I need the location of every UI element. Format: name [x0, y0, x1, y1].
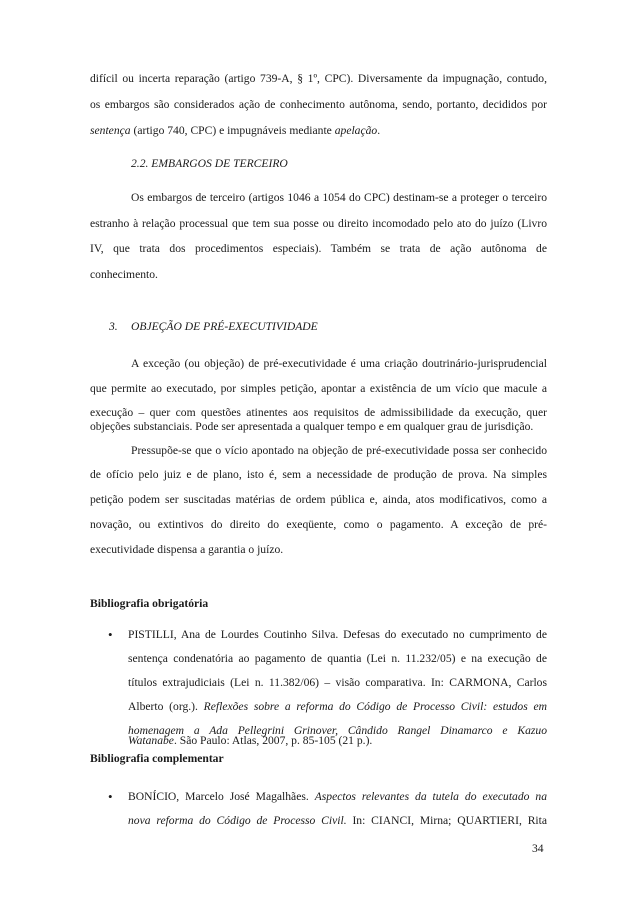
paragraph-line: executividade dispensa a garantia o juízo.	[90, 543, 284, 556]
section-heading: 2.2. EMBARGOS DE TERCEIRO	[131, 157, 288, 170]
page-number: 34	[532, 842, 544, 855]
paragraph-line: de ofício pelo juiz e de plano, isto é, sem a necessidade de produção de prova. Na simples	[90, 468, 547, 481]
bibliography-line	[128, 814, 547, 828]
italic-term: apelação	[334, 124, 378, 137]
paragraph-line: estranho à relação processual que tem sua posse ou direito incomodado pelo ato do juízo (Livro	[90, 217, 547, 230]
paragraph-line: os embargos são considerados ação de conhecimento autônoma, sendo, portanto, decididos por	[90, 98, 547, 111]
section-heading: OBJEÇÃO DE PRÉ-EXECUTIVIDADE	[131, 320, 318, 333]
paragraph-line: conhecimento.	[90, 268, 158, 281]
bibliography-heading: Bibliografia complementar	[90, 752, 224, 765]
bibliography-line: homenagem a Ada Pellegrini Grinover, Cândido Rangel Dinamarco e Kazuo	[128, 724, 547, 737]
italic-title: Watanabe	[128, 734, 174, 747]
paragraph-line: Os embargos de terceiro (artigos 1046 a 1054 do CPC) destinam-se a proteger o terceiro	[131, 191, 547, 204]
paragraph-line: objeções substanciais. Pode ser apresentada a qualquer tempo e em qualquer grau de jurisdição.	[90, 420, 534, 433]
bullet-icon: •	[108, 789, 113, 804]
italic-term: sentença	[90, 124, 131, 137]
paragraph-line: A exceção (ou objeção) de pré-executividade é uma criação doutrinário-jurisprudencial	[131, 357, 547, 370]
paragraph-line: que permite ao executado, por simples petição, apontar a existência de um vício que macule a	[90, 382, 547, 395]
italic-title: Reflexões sobre a reforma do Código de Processo Civil: estudos em	[203, 700, 547, 713]
section-number: 3.	[109, 320, 118, 333]
bibliography-heading: Bibliografia obrigatória	[90, 597, 209, 610]
paragraph-line: IV, que trata dos procedimentos especiais). Também se trata de ação autônoma de	[90, 242, 547, 255]
bibliography-line: sentença condenatória ao pagamento de quantia (Lei n. 11.232/05) e na execução de	[128, 652, 547, 665]
paragraph-line: Pressupõe-se que o vício apontado na objeção de pré-executividade possa ser conhecido	[131, 444, 547, 457]
bibliography-line: PISTILLI, Ana de Lourdes Coutinho Silva. Defesas do executado no cumprimento de	[128, 628, 547, 641]
italic-title: nova reforma do Código de Processo Civil.	[128, 814, 347, 827]
text-span: . São Paulo: Atlas, 2007, p. 85-105 (21 p.).	[173, 734, 373, 747]
bibliography-line	[128, 700, 547, 714]
italic-title: Aspectos relevantes da tutela do executado na	[314, 790, 547, 803]
bibliography-line	[128, 734, 547, 748]
text-span: BONÍCIO, Marcelo José Magalhães.	[128, 790, 315, 803]
paragraph-line: difícil ou incerta reparação (artigo 739-A, § 1º, CPC). Diversamente da impugnação, contudo,	[90, 72, 547, 85]
bibliography-line	[128, 790, 547, 804]
paragraph-line	[90, 124, 547, 138]
paragraph-line: petição podem ser suscitadas matérias de ordem pública e, ainda, atos modificativos, como a	[90, 493, 547, 506]
paragraph-line: novação, ou extintivos do direito do exeqüente, como o pagamento. A exceção de pré-	[90, 518, 547, 531]
bullet-icon: •	[108, 627, 113, 642]
text-span: In: CIANCI, Mirna; QUARTIERI, Rita	[346, 814, 548, 827]
text-span: (artigo 740, CPC) e impugnáveis mediante	[130, 124, 335, 137]
text-span: .	[377, 124, 381, 137]
paragraph-line: execução – quer com questões atinentes aos requisitos de admissibilidade da execução, quer	[90, 406, 547, 419]
bibliography-line: títulos extrajudiciais (Lei n. 11.382/06) – visão comparativa. In: CARMONA, Carlos	[128, 676, 547, 689]
text-span: Alberto (org.).	[128, 700, 204, 713]
